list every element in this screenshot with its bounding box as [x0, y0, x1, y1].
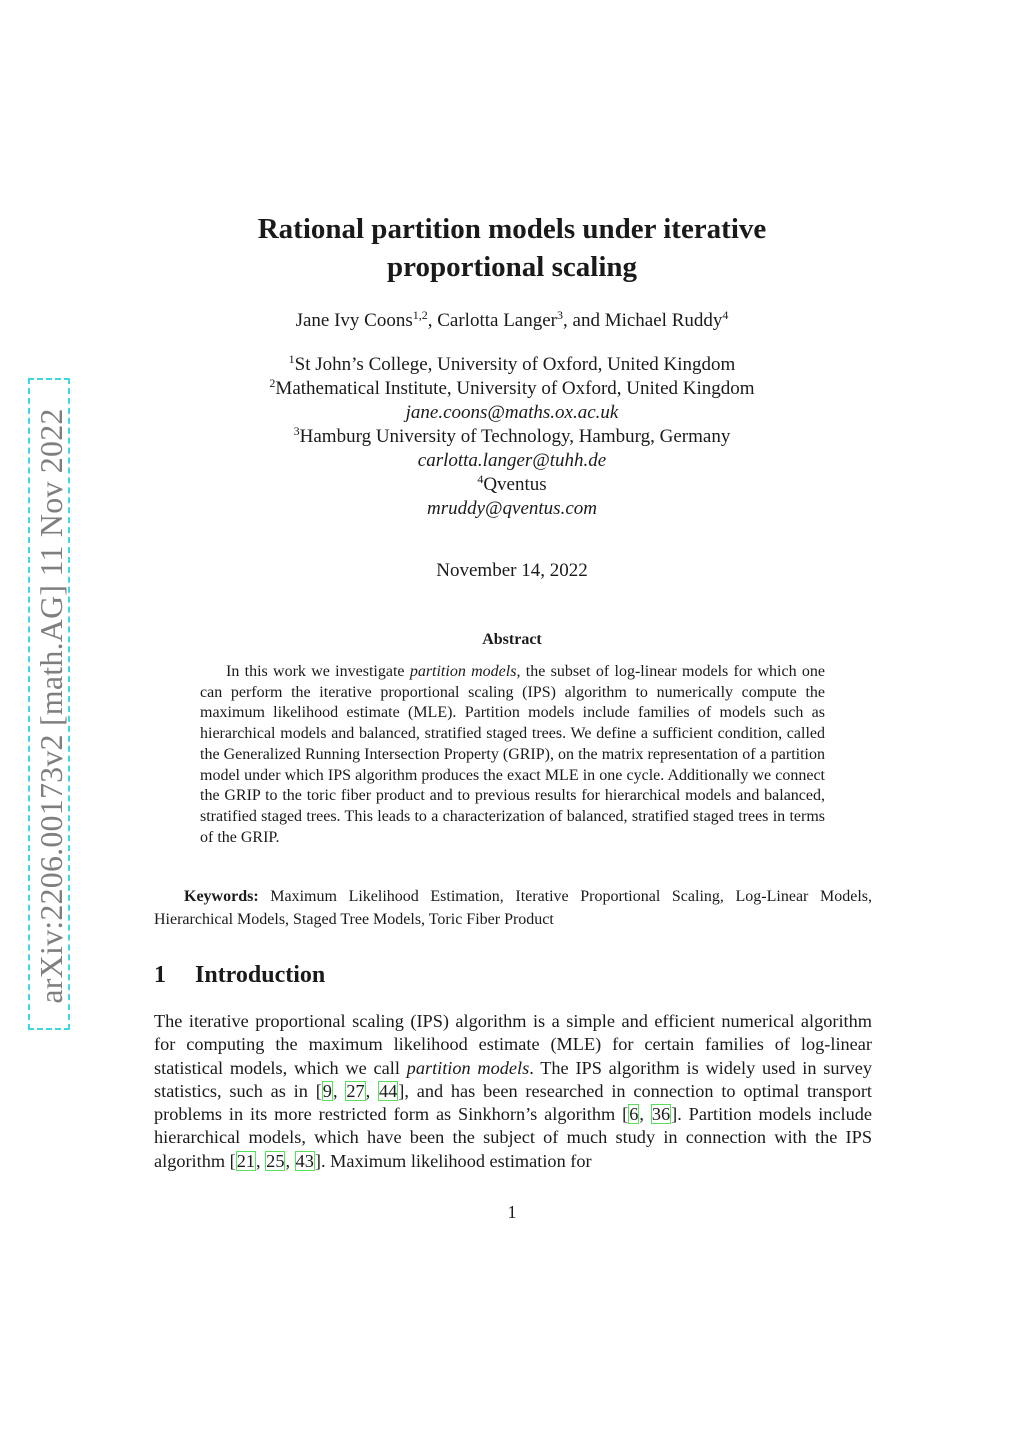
citation-link[interactable]: 36	[651, 1104, 671, 1125]
page-number: 1	[507, 1202, 517, 1222]
keywords	[154, 885, 872, 931]
affiliation-mark: 4	[477, 472, 484, 486]
author-name: Jane Ivy Coons	[295, 310, 413, 331]
author-email[interactable]: jane.coons@maths.ox.ac.uk	[405, 402, 619, 423]
author-affiliation-mark: 3	[557, 308, 564, 322]
author-affiliation-mark: 4	[722, 308, 729, 322]
title-line-2: proportional scaling	[386, 251, 638, 283]
author-list	[150, 310, 874, 332]
title-line-1: Rational partition models under iterative	[257, 213, 767, 245]
affiliation-mark: 3	[293, 424, 300, 438]
author-email[interactable]: mruddy@qventus.com	[427, 498, 597, 519]
intro-term: partition models	[406, 1057, 530, 1078]
intro-text: ]. Partition models include hierarchical models, which have been the subject of much study in connection with the IPS algorithm [	[154, 1104, 873, 1171]
citation-link[interactable]: 43	[295, 1150, 314, 1171]
paper-title	[150, 210, 874, 286]
arxiv-stamp[interactable]	[28, 378, 70, 1030]
affiliation-text: Hamburg University of Technology, Hamburg, Germany	[299, 426, 731, 447]
affiliation	[150, 353, 874, 377]
author-email[interactable]: carlotta.langer@tuhh.de	[417, 450, 607, 471]
affiliation-text: St John’s College, University of Oxford, United Kingdom	[294, 354, 736, 375]
abstract-term: partition models	[409, 663, 517, 680]
author-name: Michael Ruddy	[604, 310, 723, 331]
affiliation-block	[150, 353, 874, 521]
citation-link[interactable]: 44	[378, 1080, 398, 1101]
author-affiliation-mark: 1,2	[412, 308, 428, 322]
intro-text: ], and has been researched in connection to optimal transport problems in its more restricted form as Sinkhorn’s algorithm [	[154, 1080, 873, 1125]
affiliation-text: Mathematical Institute, University of Oxford, United Kingdom	[275, 378, 755, 399]
intro-text: ]. Maximum likelihood estimation for	[314, 1150, 592, 1171]
author-separator: , and	[563, 310, 605, 331]
keywords-text: Maximum Likelihood Estimation, Iterative Proportional Scaling, Log-Linear Models, Hierarchical Models, Staged Tree Models, Toric Fiber Product	[154, 888, 872, 928]
section-heading	[154, 962, 872, 989]
abstract-intro: In this work we investigate	[226, 663, 410, 680]
abstract-body: , the subset of log-linear models for which one can perform the iterative proportional scaling (IPS) algorithm to numerically compute the maximum likelihood estimate (MLE). Partition models include families of models such as hierarchical models and balanced, stratified staged trees. We define a sufficient condition, called the Generalized Running Intersection Property (GRIP), on the matrix representation of a partition model under which IPS algorithm produces the exact MLE in one cycle. Additionally we connect the GRIP to the toric fiber product and to previous results for hierarchical models and balanced, stratified staged trees. This leads to a characterization of balanced, stratified staged trees in terms of the GRIP.	[200, 663, 826, 846]
abstract-heading: Abstract	[482, 631, 542, 648]
author-separator: ,	[427, 310, 438, 331]
affiliation	[150, 473, 874, 497]
section-number: 1	[154, 962, 166, 988]
publication-date: November 14, 2022	[436, 560, 588, 581]
author-name: Carlotta Langer	[437, 310, 558, 331]
abstract-text	[200, 662, 825, 848]
section-title: Introduction	[195, 962, 326, 988]
citation-link[interactable]: 25	[266, 1150, 285, 1171]
intro-paragraph: The iterative proportional scaling (IPS) algorithm is a simple and efficient numerical algorithm for computing the maximum likelihood estimate (MLE) for certain families of log-linear statistical models, which we call partition models. The IPS algorithm is widely used in survey statistics, such as in [9, 27, 44], and has been researched in connection to optimal transport problems in its more restricted form as Sinkhorn’s algorithm [6, 36]. Partition models include hierarchical models, which have been the subject of much study in connection with the IPS algorithm [21, 25, 43]. Maximum likelihood estimation for	[154, 1011, 873, 1171]
affiliation	[150, 425, 874, 449]
citation-link[interactable]: 9	[322, 1080, 332, 1101]
affiliation	[150, 377, 874, 401]
citation-link[interactable]: 6	[629, 1104, 639, 1125]
affiliation-mark: 2	[269, 376, 276, 390]
citation-link[interactable]: 21	[236, 1150, 256, 1171]
arxiv-identifier[interactable]: arXiv:2206.00173v2 [math.AG] 11 Nov 2022	[33, 408, 69, 1004]
intro-text: The iterative proportional scaling (IPS) algorithm is a simple and efficient numerical algorithm for computing the maximum likelihood estimate (MLE) for certain families of log-linear statistical models, which we call	[154, 1011, 872, 1078]
intro-text: . The IPS algorithm is widely used in survey statistics, such as in [	[154, 1057, 872, 1101]
keywords-label: Keywords:	[184, 888, 259, 905]
affiliation-text: Qventus	[483, 474, 547, 495]
affiliation-mark: 1	[288, 352, 295, 366]
citation-link[interactable]: 27	[346, 1080, 365, 1101]
